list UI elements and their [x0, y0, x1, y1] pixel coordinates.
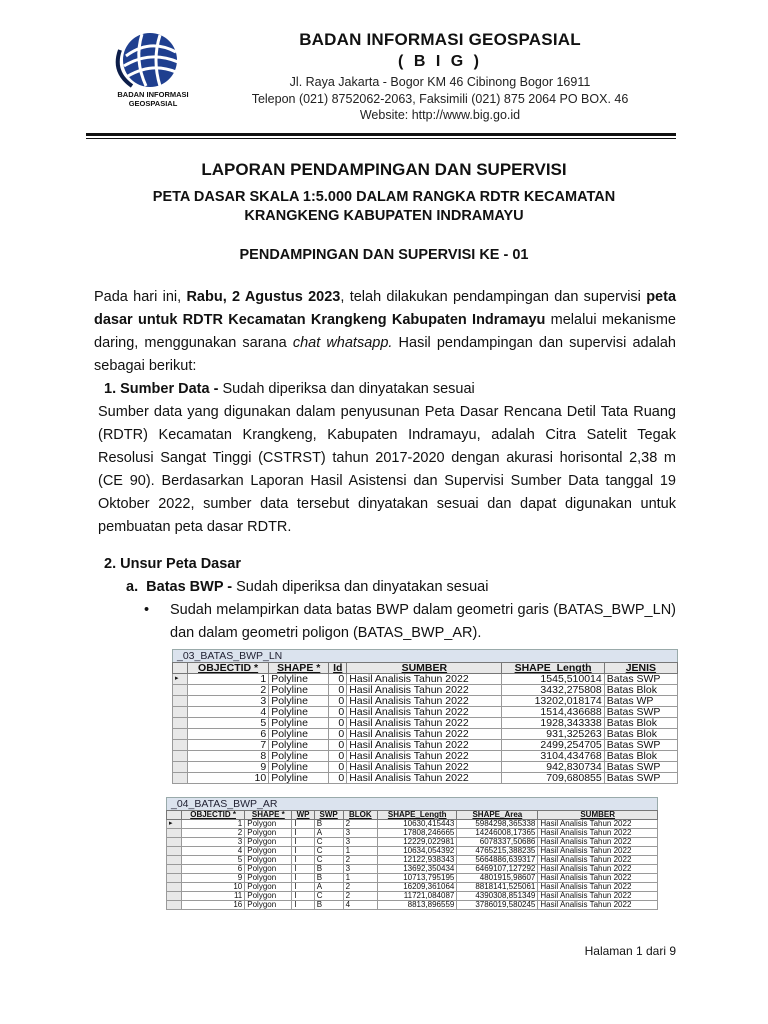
table1-grid	[172, 662, 678, 784]
table-row[interactable]	[173, 674, 678, 685]
session-heading: PENDAMPINGAN DAN SUPERVISI KE - 01	[239, 247, 529, 263]
table-cell: Hasil Analisis Tahun 2022	[538, 883, 658, 892]
column-header[interactable]: SHAPE_Length	[502, 663, 604, 674]
table-cell: Polygon	[245, 874, 292, 883]
table-cell: 7	[188, 740, 269, 751]
table-row[interactable]	[173, 685, 678, 696]
table-cell: 5	[182, 856, 245, 865]
row-selector[interactable]	[173, 718, 188, 729]
table-cell: Hasil Analisis Tahun 2022	[538, 901, 658, 910]
table-cell: 0	[329, 740, 347, 751]
table-cell: 2499,254705	[502, 740, 604, 751]
table-cell: 4801915,98607	[457, 874, 538, 883]
header-rule-thin	[86, 138, 676, 139]
table-cell: 13202,018174	[502, 696, 604, 707]
table-cell: Polyline	[269, 696, 329, 707]
table-cell: Hasil Analisis Tahun 2022	[538, 829, 658, 838]
table2-title: _04_BATAS_BWP_AR	[166, 797, 658, 810]
table-cell: Polyline	[269, 740, 329, 751]
row-selector[interactable]: ▸	[167, 820, 182, 829]
table-cell: I	[292, 829, 314, 838]
table-cell: Polygon	[245, 838, 292, 847]
table-row[interactable]	[173, 707, 678, 718]
table-cell: Polyline	[269, 751, 329, 762]
table-cell: 0	[329, 729, 347, 740]
table-cell: Hasil Analisis Tahun 2022	[538, 838, 658, 847]
column-header[interactable]: SHAPE *	[269, 663, 329, 674]
table-cell: 4	[182, 847, 245, 856]
table-cell: I	[292, 856, 314, 865]
table-cell: 5664886,639317	[457, 856, 538, 865]
row-selector[interactable]: ▸	[173, 674, 188, 685]
table-cell: A	[314, 883, 343, 892]
column-header[interactable]: OBJECTID *	[182, 811, 245, 820]
column-header[interactable]: SHAPE_Length	[378, 811, 457, 820]
table-cell: Batas SWP	[604, 773, 677, 784]
table-cell: 3432,275808	[502, 685, 604, 696]
table-cell: 8813,896559	[378, 901, 457, 910]
section2a-bullet-text: Sudah melampirkan data batas BWP dalam geometri garis (BATAS_BWP_LN) dan dalam geometri poligon (BATAS_BWP_AR).	[170, 602, 676, 641]
table-cell: 4	[188, 707, 269, 718]
table-cell: I	[292, 865, 314, 874]
table-row[interactable]	[173, 740, 678, 751]
row-selector[interactable]	[173, 762, 188, 773]
row-selector[interactable]	[173, 773, 188, 784]
table-cell: 1	[343, 874, 377, 883]
table-cell: Polyline	[269, 674, 329, 685]
table-cell: 1514,436688	[502, 707, 604, 718]
table-cell: Batas Blok	[604, 751, 677, 762]
report-title: LAPORAN PENDAMPINGAN DAN SUPERVISI	[201, 160, 567, 179]
table-cell: 10	[188, 773, 269, 784]
table-cell: 13692,350434	[378, 865, 457, 874]
table-cell: B	[314, 901, 343, 910]
table-cell: 0	[329, 762, 347, 773]
table-cell: Polygon	[245, 820, 292, 829]
table-cell: Hasil Analisis Tahun 2022	[347, 751, 502, 762]
table-cell: C	[314, 838, 343, 847]
subtitle-line2: KRANGKENG KABUPATEN INDRAMAYU	[244, 208, 524, 224]
row-selector-header	[173, 663, 188, 674]
table-cell: 4765215,388235	[457, 847, 538, 856]
table-cell: 3	[343, 865, 377, 874]
table-cell: Polygon	[245, 865, 292, 874]
table-cell: 1928,343338	[502, 718, 604, 729]
table-cell: Polygon	[245, 829, 292, 838]
table-batas-bwp-ln	[172, 649, 678, 784]
table-cell: I	[292, 847, 314, 856]
table-cell: 10	[182, 883, 245, 892]
table-cell: 2	[343, 820, 377, 829]
table-cell: Hasil Analisis Tahun 2022	[347, 696, 502, 707]
table-cell: Hasil Analisis Tahun 2022	[538, 856, 658, 865]
section2-heading	[104, 553, 686, 576]
table-row[interactable]	[173, 696, 678, 707]
column-header[interactable]: SHAPE *	[245, 811, 292, 820]
table-cell: Batas Blok	[604, 718, 677, 729]
table-cell: 709,680855	[502, 773, 604, 784]
table-cell: 6	[188, 729, 269, 740]
table-cell: Batas Blok	[604, 729, 677, 740]
table-cell: B	[314, 874, 343, 883]
section2-label: Unsur Peta Dasar	[120, 556, 242, 572]
row-selector[interactable]	[167, 874, 182, 883]
table-cell: 4390308,851349	[457, 892, 538, 901]
table-cell: Batas SWP	[604, 762, 677, 773]
intro-text-2: , telah dilakukan pendampingan dan supervisi	[340, 289, 641, 305]
column-header[interactable]: Id	[329, 663, 347, 674]
table-cell: Polyline	[269, 762, 329, 773]
table-cell: C	[314, 847, 343, 856]
table-cell: 0	[329, 685, 347, 696]
org-name: BADAN INFORMASI GEOSPASIAL	[299, 30, 581, 49]
report-subtitle	[86, 188, 682, 226]
column-header[interactable]: JENIS	[604, 663, 677, 674]
intro-text-1: Pada hari ini,	[94, 289, 182, 305]
table-cell: 2	[188, 685, 269, 696]
table-cell: 6469107,127292	[457, 865, 538, 874]
table-cell: Batas SWP	[604, 674, 677, 685]
column-header[interactable]: WP	[292, 811, 314, 820]
table2-grid	[166, 810, 658, 910]
row-selector[interactable]	[167, 838, 182, 847]
table-cell: Hasil Analisis Tahun 2022	[347, 685, 502, 696]
table-cell: 1	[188, 674, 269, 685]
table-row[interactable]	[167, 901, 658, 910]
header-rule-thick	[86, 133, 676, 136]
table-cell: Hasil Analisis Tahun 2022	[538, 865, 658, 874]
table-cell: Hasil Analisis Tahun 2022	[347, 674, 502, 685]
section1-number: 1.	[104, 381, 117, 397]
row-selector[interactable]	[167, 865, 182, 874]
table-cell: 11721,084087	[378, 892, 457, 901]
table-cell: Polyline	[269, 718, 329, 729]
table-cell: Hasil Analisis Tahun 2022	[347, 773, 502, 784]
table-cell: 2	[182, 829, 245, 838]
intro-medium: chat whatsapp.	[292, 335, 393, 351]
row-selector[interactable]	[167, 883, 182, 892]
row-selector[interactable]	[173, 707, 188, 718]
table-row[interactable]	[173, 762, 678, 773]
table-cell: Hasil Analisis Tahun 2022	[538, 892, 658, 901]
table-cell: Hasil Analisis Tahun 2022	[538, 874, 658, 883]
table-cell: 0	[329, 751, 347, 762]
column-header[interactable]: SUMBER	[347, 663, 502, 674]
table-cell: Polyline	[269, 729, 329, 740]
section1-heading	[104, 378, 686, 401]
table-cell: Polygon	[245, 883, 292, 892]
table-cell: C	[314, 856, 343, 865]
column-header[interactable]: SWP	[314, 811, 343, 820]
table-cell: 8	[188, 751, 269, 762]
row-selector[interactable]	[173, 696, 188, 707]
org-address: Jl. Raya Jakarta - Bogor KM 46 Cibinong Bogor 16911	[289, 75, 591, 89]
table-cell: Batas SWP	[604, 740, 677, 751]
table-cell: 17808,246665	[378, 829, 457, 838]
section1-status: Sudah diperiksa dan dinyatakan sesuai	[222, 381, 475, 397]
section2a-heading	[126, 576, 708, 599]
org-abbr: ( B I G )	[398, 53, 482, 70]
table-cell: 2	[343, 856, 377, 865]
table-cell: Polyline	[269, 707, 329, 718]
table-cell: Polygon	[245, 892, 292, 901]
table-cell: I	[292, 820, 314, 829]
table-cell: 5	[188, 718, 269, 729]
table-cell: Polyline	[269, 773, 329, 784]
table-row[interactable]	[173, 718, 678, 729]
row-selector[interactable]	[173, 751, 188, 762]
subtitle-line1: PETA DASAR SKALA 1:5.000 DALAM RANGKA RDTR KECAMATAN	[152, 189, 616, 205]
bullet-icon: •	[144, 602, 150, 618]
table-cell: A	[314, 829, 343, 838]
section2a-letter: a.	[126, 579, 139, 595]
row-selector[interactable]	[167, 856, 182, 865]
table-row[interactable]	[173, 773, 678, 784]
intro-text-4: Hasil pendampingan dan supervisi adalah sebagai berikut:	[94, 335, 676, 374]
table-cell: 3104,434768	[502, 751, 604, 762]
intro-date: Rabu, 2 Agustus 2023	[186, 289, 341, 305]
table-cell: Batas WP	[604, 696, 677, 707]
table-cell: 10634,054392	[378, 847, 457, 856]
table-cell: 931,325263	[502, 729, 604, 740]
table-cell: I	[292, 838, 314, 847]
section2a-label: Batas BWP -	[146, 579, 233, 595]
table-row[interactable]	[173, 751, 678, 762]
table-cell: 942,830734	[502, 762, 604, 773]
table-row[interactable]	[173, 729, 678, 740]
column-header[interactable]: BLOK	[343, 811, 377, 820]
org-website: Website: http://www.big.go.id	[359, 108, 521, 122]
letterhead	[0, 0, 768, 140]
table-cell: I	[292, 883, 314, 892]
table-cell: 5984298,365338	[457, 820, 538, 829]
table-cell: Hasil Analisis Tahun 2022	[347, 729, 502, 740]
row-selector[interactable]	[173, 729, 188, 740]
table-cell: Hasil Analisis Tahun 2022	[347, 762, 502, 773]
row-selector[interactable]	[167, 901, 182, 910]
table-cell: I	[292, 901, 314, 910]
table-cell: 14246008,17365	[457, 829, 538, 838]
table-cell: 0	[329, 718, 347, 729]
table-cell: 1	[182, 820, 245, 829]
table-cell: 0	[329, 773, 347, 784]
row-selector[interactable]	[167, 892, 182, 901]
section1-paragraph: Sumber data yang digunakan dalam penyusunan Peta Dasar Rencana Detil Tata Ruang (RDTR) Kecamatan Krangkeng, Kabupaten Indramayu, adalah Citra Satelit Tegak Resolusi Sangat Tinggi (CSTRST) tahun 2017-2020 dengan akurasi horisontal 2,38 m (CE 90). Berdasarkan Laporan Hasil Asistensi dan Supervisi Sumber Data tanggal 19 Oktober 2022, sumber data tersebut dinyatakan sesuai dan dapat digunakan untuk pembuatan peta dasar RDTR.	[98, 404, 676, 535]
table-cell: 9	[188, 762, 269, 773]
table-cell: B	[314, 820, 343, 829]
table-cell: 0	[329, 674, 347, 685]
table-cell: 3	[343, 829, 377, 838]
table-cell: 16	[182, 901, 245, 910]
table-batas-bwp-ar	[166, 797, 658, 910]
intro-paragraph	[94, 286, 676, 378]
table-cell: Hasil Analisis Tahun 2022	[538, 820, 658, 829]
big-logo	[112, 28, 194, 120]
section2a-status: Sudah diperiksa dan dinyatakan sesuai	[236, 579, 489, 595]
table-cell: Hasil Analisis Tahun 2022	[347, 718, 502, 729]
table1-title: _03_BATAS_BWP_LN	[172, 649, 678, 662]
table-cell: C	[314, 892, 343, 901]
table-cell: 12122,938343	[378, 856, 457, 865]
table-cell: Polygon	[245, 856, 292, 865]
table-cell: Polygon	[245, 847, 292, 856]
table-cell: 3786019,580245	[457, 901, 538, 910]
table-cell: 16209,361064	[378, 883, 457, 892]
table-cell: Batas SWP	[604, 707, 677, 718]
column-header[interactable]: OBJECTID *	[188, 663, 269, 674]
table-cell: 4	[343, 901, 377, 910]
section2-number: 2.	[104, 556, 117, 572]
table-cell: Hasil Analisis Tahun 2022	[538, 847, 658, 856]
intro-text-3: melalui mekanisme daring, menggunakan sarana	[94, 312, 676, 351]
table-cell: 3	[343, 838, 377, 847]
table-cell: 9	[182, 874, 245, 883]
table-cell: 10713,795195	[378, 874, 457, 883]
table-cell: 3	[188, 696, 269, 707]
column-header[interactable]: SHAPE_Area	[457, 811, 538, 820]
logo-text-line1: BADAN INFORMASI	[117, 90, 189, 99]
org-phone: Telepon (021) 8752062-2063, Faksimili (021) 875 2064 PO BOX. 46	[251, 92, 629, 106]
column-header[interactable]: SUMBER	[538, 811, 658, 820]
row-selector[interactable]	[173, 685, 188, 696]
table-cell: Batas Blok	[604, 685, 677, 696]
table-cell: Polygon	[245, 901, 292, 910]
table-cell: Hasil Analisis Tahun 2022	[347, 707, 502, 718]
table-cell: I	[292, 892, 314, 901]
table-cell: B	[314, 865, 343, 874]
table-cell: 6078337,50686	[457, 838, 538, 847]
table-cell: 11	[182, 892, 245, 901]
page-number: Halaman 1 dari 9	[584, 944, 676, 958]
table-cell: 8818141,525061	[457, 883, 538, 892]
table-cell: 3	[182, 838, 245, 847]
table-cell: 1545,510014	[502, 674, 604, 685]
table-cell: 0	[329, 707, 347, 718]
row-selector[interactable]	[167, 829, 182, 838]
row-selector-header	[167, 811, 182, 820]
section1-label: Sumber Data -	[120, 381, 219, 397]
table-cell: 1	[343, 847, 377, 856]
table-cell: 0	[329, 696, 347, 707]
row-selector[interactable]	[167, 847, 182, 856]
table-cell: 6	[182, 865, 245, 874]
table-cell: Hasil Analisis Tahun 2022	[347, 740, 502, 751]
row-selector[interactable]	[173, 740, 188, 751]
intro-subject: peta dasar untuk RDTR Kecamatan Krangkeng Kabupaten Indramayu	[94, 289, 677, 328]
logo-text-line2: GEOSPASIAL	[128, 99, 178, 108]
table-cell: 2	[343, 892, 377, 901]
table-cell: 2	[343, 883, 377, 892]
table-cell: I	[292, 874, 314, 883]
table-cell: 12229,022981	[378, 838, 457, 847]
table-cell: 10630,415443	[378, 820, 457, 829]
table-cell: Polyline	[269, 685, 329, 696]
